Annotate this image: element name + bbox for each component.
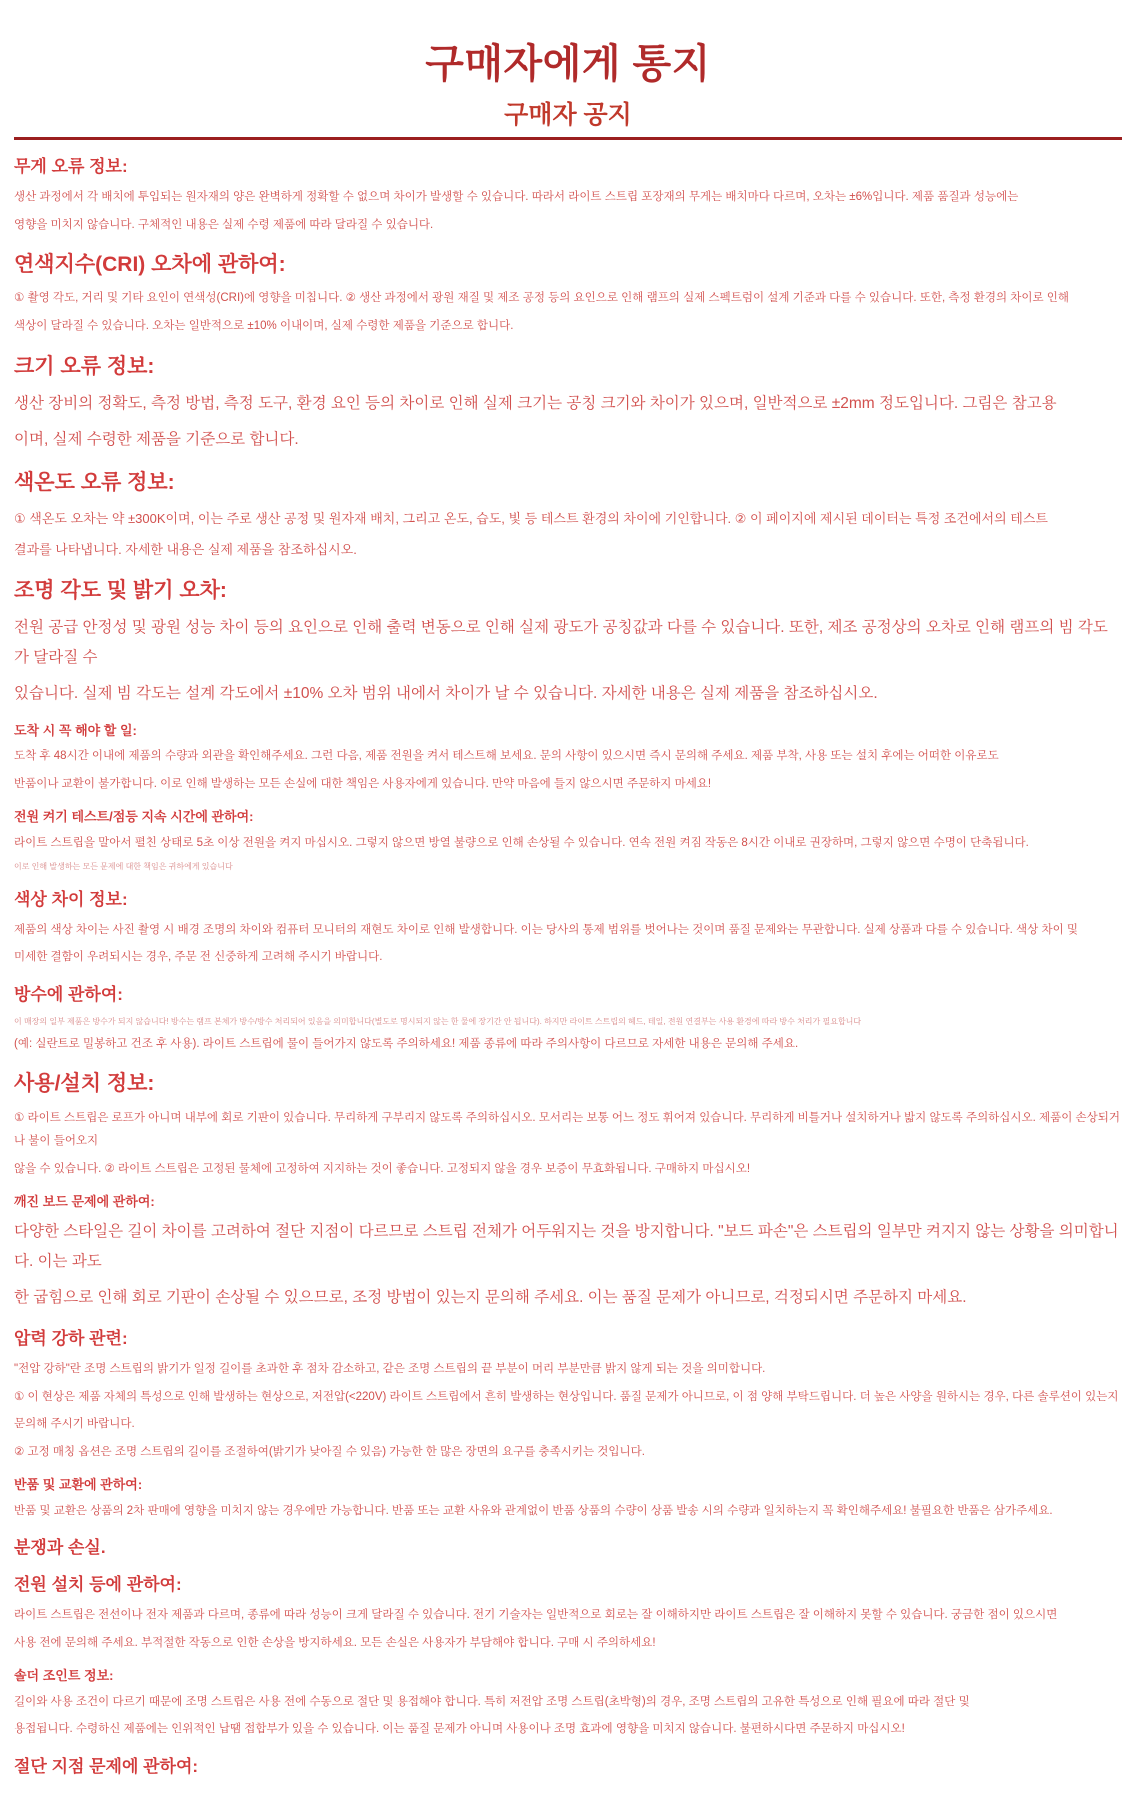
sections-container	[14, 156, 1122, 1779]
notice-section	[14, 1537, 1122, 1560]
notice-section	[14, 984, 1122, 1057]
section-paragraph: 용접됩니다. 수령하신 제품에는 인위적인 납땜 접합부가 있을 수 있습니다. 이는 품질 문제가 아니며 사용이나 조명 효과에 영향을 미치지 않습니다. 불편하시다면 주문하지 마십시오!	[14, 1723, 905, 1736]
section-paragraph: 전원 공급 안정성 및 광원 성능 차이 등의 요인으로 인해 출력 변동으로 인해 실제 광도가 공칭값과 다를 수 있습니다. 또한, 제조 공정상의 오차로 인해 램프의 빔 각도가 달라질 수	[14, 619, 1108, 667]
section-paragraph: ① 이 현상은 제품 자체의 특성으로 인해 발생하는 현상으로, 저전압(<220V) 라이트 스트립에서 흔히 발생하는 현상입니다. 품질 문제가 아니므로, 이 점 양해 부탁드립니다. 더 높은 사양을 원하시는 경우, 다른 솔루션이 있는지	[14, 1390, 1119, 1403]
notice-section	[14, 808, 1122, 874]
section-paragraph: 사용 전에 문의해 주세요. 부적절한 작동으로 인한 손상을 방지하세요. 모든 손실은 사용자가 부담해야 합니다. 구매 시 주의하세요!	[14, 1636, 656, 1649]
notice-section	[14, 353, 1122, 456]
section-paragraph: ① 색온도 오차는 약 ±300K이며, 이는 주로 생산 공정 및 원자재 배치, 그리고 온도, 습도, 빛 등 테스트 환경의 차이에 기인합니다. ② 이 페이지에 제시된 데이터는 특정 조건에서의 테스트	[14, 510, 1048, 526]
section-heading: 연색지수(CRI) 오차에 관하여:	[14, 253, 286, 277]
section-paragraph: 이로 인해 발생하는 모든 문제에 대한 책임은 귀하에게 있습니다	[14, 862, 233, 872]
section-paragraph: 제품의 색상 차이는 사진 촬영 시 배경 조명의 차이와 컴퓨터 모니터의 재현도 차이로 인해 발생합니다. 이는 당사의 통제 범위를 벗어나는 것이며 품질 문제와는 무관합니다. 실제 상품과 다를 수 있습니다. 색상 차이 및	[14, 923, 1078, 936]
section-heading: 반품 및 교환에 관하여:	[14, 1477, 143, 1493]
section-paragraph: ② 고정 매칭 옵션은 조명 스트립의 길이를 조절하여(밝기가 낮아질 수 있음) 가능한 한 많은 장면의 요구를 충족시키는 것입니다.	[14, 1445, 645, 1458]
notice-section	[14, 577, 1122, 710]
section-paragraph: 생산 장비의 정확도, 측정 방법, 측정 도구, 환경 요인 등의 차이로 인해 실제 크기는 공칭 크기와 차이가 있으며, 일반적으로 ±2mm 정도입니다. 그림은 참고용	[14, 394, 1057, 412]
section-paragraph: 문의해 주시기 바랍니다.	[14, 1418, 135, 1431]
notice-section	[14, 1328, 1122, 1465]
section-paragraph: 미세한 결함이 우려되시는 경우, 주문 전 신중하게 고려해 주시기 바랍니다.	[14, 951, 383, 964]
section-paragraph: 반품이나 교환이 불가합니다. 이로 인해 발생하는 모든 손실에 대한 책임은 사용자에게 있습니다. 만약 마음에 들지 않으시면 주문하지 마세요!	[14, 777, 712, 790]
section-heading: 사용/설치 정보:	[14, 1072, 155, 1096]
notice-section	[14, 1070, 1122, 1181]
section-heading: 전원 설치 등에 관하여:	[14, 1575, 182, 1595]
section-paragraph: 이며, 실제 수령한 제품을 기준으로 합니다.	[14, 431, 299, 449]
section-paragraph: 있습니다. 실제 빔 각도는 설계 각도에서 ±10% 오차 범위 내에서 차이가 날 수 있습니다. 자세한 내용은 실제 제품을 참조하십시오.	[14, 685, 878, 703]
section-paragraph: 않을 수 있습니다. ② 라이트 스트립은 고정된 물체에 고정하여 지지하는 것이 좋습니다. 고정되지 않을 경우 보증이 무효화됩니다. 구매하지 마십시오!	[14, 1162, 751, 1175]
section-paragraph: 생산 과정에서 각 배치에 투입되는 원자재의 양은 완벽하게 정확할 수 없으며 차이가 발생할 수 있습니다. 따라서 라이트 스트립 포장재의 무게는 배치마다 다르며, 오차는 ±6%입니다. 제품 품질과 성능에는	[14, 190, 1019, 203]
page-subtitle: 구매자 공지	[504, 101, 632, 129]
notice-section	[14, 1193, 1122, 1313]
section-heading: 색상 차이 정보:	[14, 889, 128, 909]
notice-section	[14, 1667, 1122, 1742]
page-title: 구매자에게 통지	[425, 42, 711, 86]
section-paragraph: 영향을 미치지 않습니다. 구체적인 내용은 실제 수령 제품에 따라 달라질 수 있습니다.	[14, 218, 434, 231]
section-heading: 깨진 보드 문제에 관하여:	[14, 1194, 155, 1210]
section-paragraph: (예: 실란트로 밀봉하고 건조 후 사용). 라이트 스트립에 물이 들어가지 않도록 주의하세요! 제품 종류에 따라 주의사항이 다르므로 자세한 내용은 문의해 주세요.	[14, 1037, 799, 1050]
notice-section	[14, 1476, 1122, 1523]
section-heading: 방수에 관하여:	[14, 984, 123, 1004]
section-heading: 조명 각도 및 밝기 오차:	[14, 578, 227, 602]
notice-section	[14, 156, 1122, 237]
section-paragraph: ① 촬영 각도, 거리 및 기타 요인이 연색성(CRI)에 영향을 미칩니다. ② 생산 과정에서 광원 재질 및 제조 공정 등의 요인으로 인해 램프의 실제 스펙트럼이 설계 기준과 다를 수 있습니다. 또한, 측정 환경의 차이로 인해	[14, 292, 1070, 305]
notice-section	[14, 469, 1122, 562]
section-paragraph: 라이트 스트립은 전선이나 전자 제품과 다르며, 종류에 따라 성능이 크게 달라질 수 있습니다. 전기 기술자는 일반적으로 회로는 잘 이해하지만 라이트 스트립은 잘 이해하지 못할 수 있습니다. 궁금한 점이 있으시면	[14, 1609, 1058, 1622]
notice-section	[14, 1756, 1122, 1779]
notice-section	[14, 889, 1122, 970]
section-heading: 크기 오류 정보:	[14, 354, 155, 378]
section-heading: 전원 켜기 테스트/점등 지속 시간에 관하여:	[14, 809, 254, 825]
section-paragraph: 한 굽힘으로 인해 회로 기판이 손상될 수 있으므로, 조정 방법이 있는지 문의해 주세요. 이는 품질 문제가 아니므로, 걱정되시면 주문하지 마세요.	[14, 1289, 967, 1307]
section-paragraph: 결과를 나타냅니다. 자세한 내용은 실제 제품을 참조하십시오.	[14, 541, 357, 557]
section-heading: 압력 강하 관련:	[14, 1328, 128, 1348]
section-heading: 도착 시 꼭 해야 할 일:	[14, 722, 137, 738]
notice-section	[14, 1574, 1122, 1655]
section-paragraph: "전압 강하"란 조명 스트립의 밝기가 일정 길이를 초과한 후 점차 감소하고, 같은 조명 스트립의 끝 부분이 머리 부분만큼 밝지 않게 되는 것을 의미합니다.	[14, 1362, 766, 1375]
section-paragraph: 이 매장의 일부 제품은 방수가 되지 않습니다! 방수는 램프 본체가 방수/방수 처리되어 있음을 의미합니다(별도로 명시되지 않는 한 물에 장기간 안 됩니다). 하지만 라이트 스트립의 헤드, 테일, 전원 연결부는 사용 환경에 따라 방수 처리가 필요합니다	[14, 1016, 862, 1026]
section-heading: 색온도 오류 정보:	[14, 471, 175, 495]
section-paragraph: 라이트 스트립을 말아서 펼친 상태로 5초 이상 전원을 켜지 마십시오. 그렇지 않으면 방열 불량으로 인해 손상될 수 있습니다. 연속 전원 켜짐 작동은 8시간 이내로 권장하며, 그렇지 않으면 수명이 단축됩니다.	[14, 836, 1029, 849]
section-paragraph: 도착 후 48시간 이내에 제품의 수량과 외관을 확인해주세요. 그런 다음, 제품 전원을 켜서 테스트해 보세요. 문의 사항이 있으시면 즉시 문의해 주세요. 제품 부착, 사용 또는 설치 후에는 어떠한 이유로도	[14, 750, 999, 763]
section-heading: 무게 오류 정보:	[14, 157, 128, 176]
section-heading: 절단 지점 문제에 관하여:	[14, 1757, 199, 1777]
section-paragraph: 색상이 달라질 수 있습니다. 오차는 일반적으로 ±10% 이내이며, 실제 수령한 제품을 기준으로 합니다.	[14, 319, 514, 332]
notice-section	[14, 251, 1122, 338]
section-heading: 분쟁과 손실.	[14, 1538, 106, 1558]
section-paragraph: 반품 및 교환은 상품의 2차 판매에 영향을 미치지 않는 경우에만 가능합니다. 반품 또는 교환 사유와 관계없이 반품 상품의 수량이 상품 발송 시의 수량과 일치하는지 꼭 확인해주세요! 불필요한 반품은 삼가주세요.	[14, 1504, 1053, 1517]
notice-section	[14, 722, 1122, 797]
section-paragraph: 길이와 사용 조건이 다르기 때문에 조명 스트립은 사용 전에 수동으로 절단 및 용접해야 합니다. 특히 저전압 조명 스트립(초박형)의 경우, 조명 스트립의 고유한 특성으로 인해 필요에 따라 절단 및	[14, 1695, 970, 1708]
section-heading: 솔더 조인트 정보:	[14, 1668, 114, 1684]
section-paragraph: 다양한 스타일은 길이 차이를 고려하여 절단 지점이 다르므로 스트립 전체가 어두워지는 것을 방지합니다. "보드 파손"은 스트립의 일부만 켜지지 않는 상황을 의미합니다. 이는 과도	[14, 1222, 1119, 1271]
section-paragraph: ① 라이트 스트립은 로프가 아니며 내부에 회로 기판이 있습니다. 무리하게 구부리지 않도록 주의하십시오. 모서리는 보통 어느 정도 휘어져 있습니다. 무리하게 비틀거나 설치하거나 밟지 않도록 주의하십시오. 제품이 손상되거나 불이 들어오지	[14, 1111, 1120, 1148]
header-divider	[14, 137, 1122, 140]
